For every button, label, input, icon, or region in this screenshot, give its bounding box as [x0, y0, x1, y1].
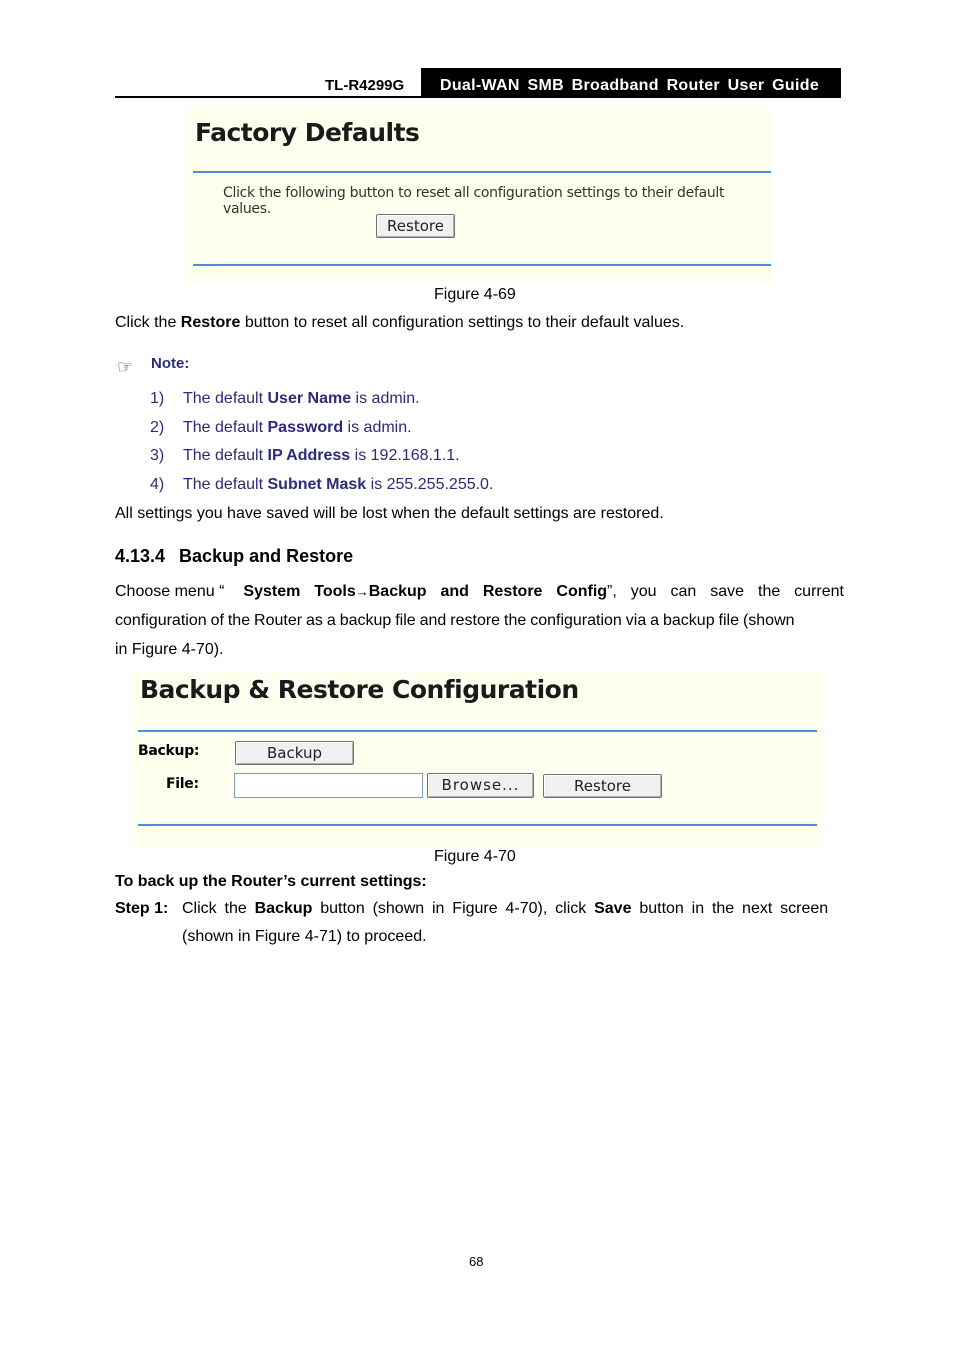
- factory-defaults-message: Click the following button to reset all configuration settings to their default values.: [223, 185, 725, 217]
- paragraph: All settings you have saved will be lost when the default settings are restored.: [115, 505, 664, 522]
- paragraph-line: in Figure 4-70).: [115, 641, 224, 658]
- backup-restore-screenshot: [131, 670, 823, 845]
- backup-restore-title: Backup & Restore Configuration: [140, 675, 579, 704]
- header-guide-title: Dual-WAN SMB Broadband Router User Guide: [421, 68, 841, 98]
- pointing-hand-icon: ☞: [117, 357, 134, 377]
- file-label: File:: [166, 776, 199, 792]
- backup-heading: To back up the Router’s current settings:: [115, 873, 427, 890]
- step-text: Click the Backup button (shown in Figure 4-70), click Save button in the next screen: [182, 900, 829, 917]
- title-divider: [138, 730, 817, 732]
- paragraph: Click the Restore button to reset all configuration settings to their default values.: [115, 314, 685, 331]
- header-rule: [115, 96, 841, 98]
- bottom-divider: [193, 264, 771, 266]
- restore-button[interactable]: Restore: [543, 774, 662, 798]
- bottom-divider: [138, 824, 817, 826]
- restore-button[interactable]: Restore: [376, 214, 455, 238]
- browse-button[interactable]: Browse...: [427, 773, 534, 798]
- step-label: Step 1:: [115, 900, 169, 917]
- paragraph: System Tools→Backup and Restore Config”, you can save the current: [243, 583, 844, 600]
- title-divider: [193, 171, 771, 173]
- backup-button[interactable]: Backup: [235, 741, 354, 765]
- paragraph-line: Choose menu “: [115, 583, 225, 600]
- paragraph-line: configuration of the Router as a backup file and restore the configuration via a backup file (shown: [115, 612, 795, 629]
- note-label: Note:: [151, 355, 190, 372]
- factory-defaults-title: Factory Defaults: [195, 118, 420, 147]
- factory-defaults-screenshot: [183, 108, 771, 282]
- figure-caption: Figure 4-69: [434, 286, 516, 303]
- page-number: 68: [469, 1254, 484, 1269]
- file-path-input[interactable]: [234, 773, 423, 798]
- figure-caption: Figure 4-70: [434, 848, 516, 865]
- step-text-line: (shown in Figure 4-71) to proceed.: [182, 928, 427, 945]
- header-model: TL-R4299G: [325, 77, 405, 94]
- backup-label: Backup:: [138, 743, 200, 759]
- section-heading: 4.13.4 Backup and Restore: [115, 546, 354, 566]
